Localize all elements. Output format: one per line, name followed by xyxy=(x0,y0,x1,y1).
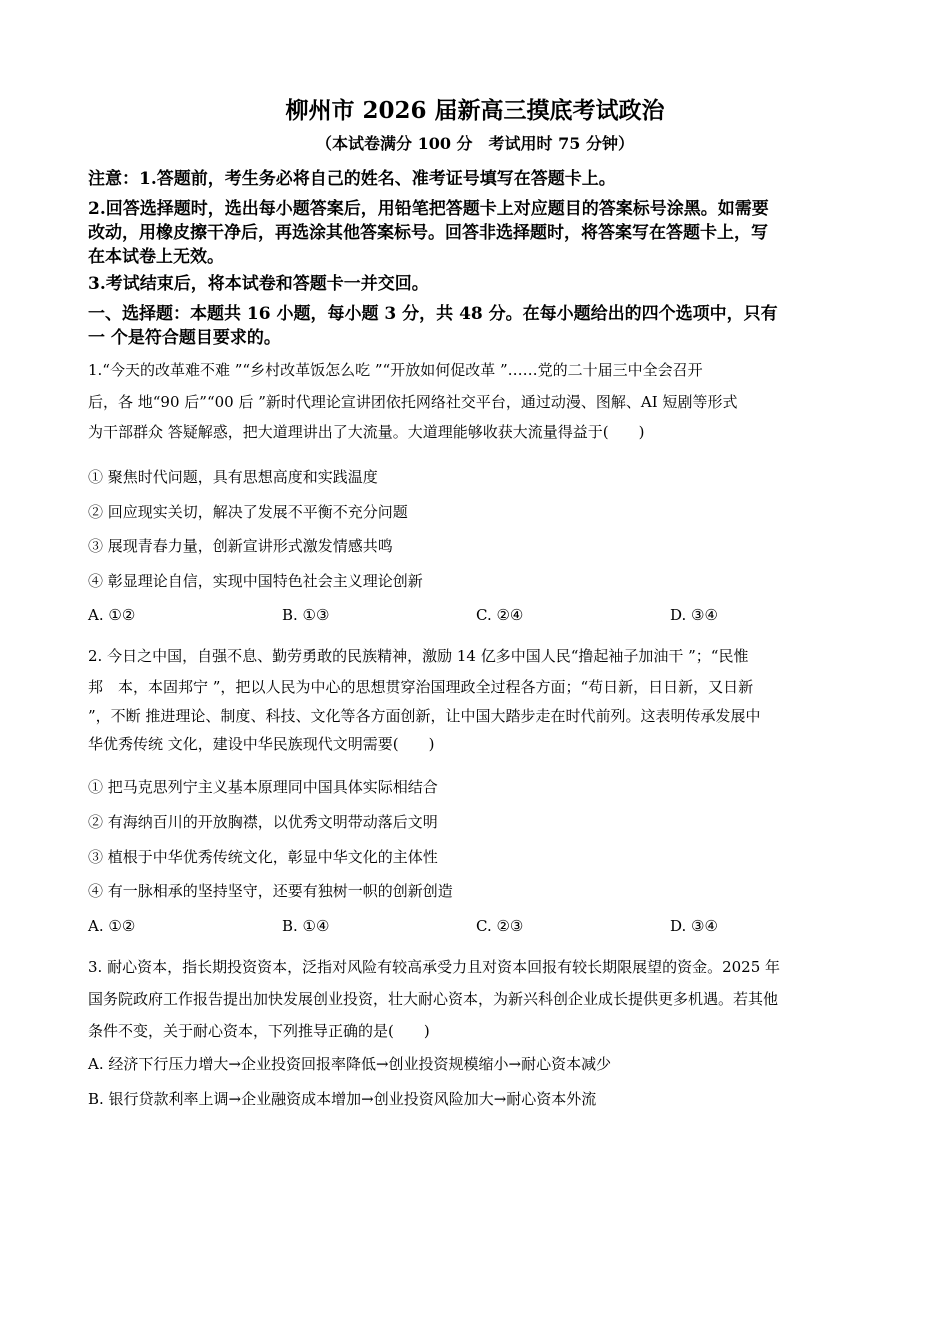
question-2-item-1: ① 把马克思列宁主义基本原理同中国具体实际相结合 xyxy=(88,778,438,796)
notice-line-3: 3.考试结束后，将本试卷和答题卡一并交回。 xyxy=(88,274,429,294)
question-3-stem-line-1: 3. 耐心资本，指长期投资资本，泛指对风险有较高承受力且对资本回报有较长期限展望的资金。2025 年 xyxy=(88,958,781,976)
question-2-option-a: A. ①② xyxy=(88,917,136,935)
question-1-option-c: C. ②④ xyxy=(476,606,524,624)
question-3-option-b: B. 银行贷款利率上调→企业融资成本增加→创业投资风险加大→耐心资本外流 xyxy=(88,1090,597,1108)
question-1-stem-line-2: 后，各 地“90 后”“00 后 ”新时代理论宣讲团依托网络社交平台，通过动漫、图解、AI 短剧等形式 xyxy=(88,393,738,411)
section-heading-line-1: 一、选择题：本题共 16 小题，每小题 3 分，共 48 分。在每小题给出的四个选项中，只有 xyxy=(88,304,778,324)
question-1-option-b: B. ①③ xyxy=(282,606,330,624)
notice-line-1: 注意：1.答题前，考生务必将自己的姓名、准考证号填写在答题卡上。 xyxy=(88,169,616,189)
notice-line-2c: 在本试卷上无效。 xyxy=(88,247,224,267)
question-2-item-2: ② 有海纳百川的开放胸襟，以优秀文明带动落后文明 xyxy=(88,813,438,831)
question-2-stem-line-3: ”，不断 推进理论、制度、科技、文化等各方面创新，让中国大踏步走在时代前列。这表明传承发展中 xyxy=(88,707,761,725)
question-1-item-3: ③ 展现青春力量，创新宣讲形式激发情感共鸣 xyxy=(88,537,393,555)
question-2-options xyxy=(88,917,868,939)
question-1-option-d: D. ③④ xyxy=(670,606,718,624)
question-2-stem-line-2: 邦 本，本固邦宁 ”，把以人民为中心的思想贯穿治国理政全过程各方面；“苟日新，日日新，又日新 xyxy=(88,678,754,696)
question-2-item-4: ④ 有一脉相承的坚持坚守，还要有独树一帜的创新创造 xyxy=(88,882,453,900)
question-2-option-c: C. ②③ xyxy=(476,917,524,935)
question-3-stem-line-2: 国务院政府工作报告提出加快发展创业投资，壮大耐心资本，为新兴科创企业成长提供更多机遇。若其他 xyxy=(88,990,779,1008)
question-1-item-2: ② 回应现实关切，解决了发展不平衡不充分问题 xyxy=(88,503,408,521)
question-3-option-a: A. 经济下行压力增大→企业投资回报率降低→创业投资规模缩小→耐心资本减少 xyxy=(88,1055,612,1073)
question-1-item-1: ① 聚焦时代问题，具有思想高度和实践温度 xyxy=(88,468,378,486)
question-1-options xyxy=(88,606,868,628)
question-2-stem-line-4: 华优秀传统 文化，建设中华民族现代文明需要( ) xyxy=(88,735,435,753)
notice-line-2b: 改动，用橡皮擦干净后，再选涂其他答案标号。回答非选择题时，将答案写在答题卡上，写 xyxy=(88,223,768,243)
question-1-stem-line-3: 为干部群众 答疑解惑，把大道理讲出了大流量。大道理能够收获大流量得益于( ) xyxy=(88,423,645,441)
question-2-stem-line-1: 2. 今日之中国，自强不息、勤劳勇敢的民族精神，激励 14 亿多中国人民“撸起袖子加油干 ”；“民惟 xyxy=(88,647,749,665)
section-heading-line-2: 一 个是符合题目要求的。 xyxy=(88,328,281,348)
question-2-option-d: D. ③④ xyxy=(670,917,718,935)
question-2-item-3: ③ 植根于中华优秀传统文化，彰显中华文化的主体性 xyxy=(88,848,438,866)
question-3-stem-line-3: 条件不变，关于耐心资本，下列推导正确的是( ) xyxy=(88,1022,430,1040)
question-1-stem-line-1: 1.“今天的改革难不难 ”“乡村改革饭怎么吃 ”“开放如何促改革 ”……党的二十届三中全会召开 xyxy=(88,361,703,379)
notice-line-2a: 2.回答选择题时，选出每小题答案后，用铅笔把答题卡上对应题目的答案标号涂黑。如需要 xyxy=(88,199,769,219)
question-1-item-4: ④ 彰显理论自信，实现中国特色社会主义理论创新 xyxy=(88,572,423,590)
page-subtitle: （本试卷满分 100 分 考试用时 75 分钟） xyxy=(316,134,634,153)
question-2-option-b: B. ①④ xyxy=(282,917,330,935)
question-1-option-a: A. ①② xyxy=(88,606,136,624)
page-title: 柳州市 2026 届新高三摸底考试政治 xyxy=(285,97,665,124)
